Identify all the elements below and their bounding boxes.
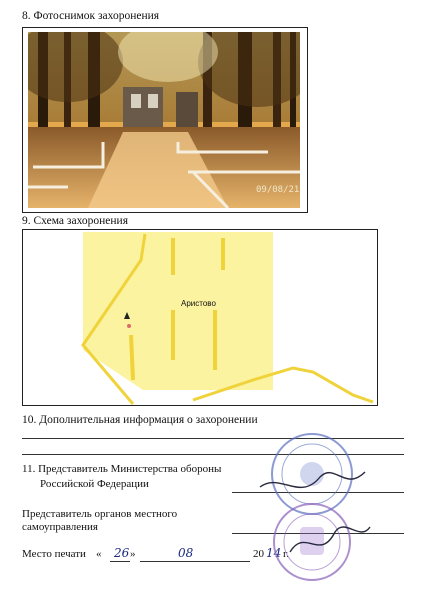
date-year-prefix: 20	[253, 548, 264, 560]
date-year-unit: г.	[283, 548, 290, 560]
date-year-suffix: 14	[266, 546, 282, 560]
stamp-place-label: Место печати	[22, 548, 86, 560]
official-seals	[250, 432, 380, 582]
burial-map	[22, 229, 378, 406]
mod-rep-label-2: Российской Федерации	[40, 478, 149, 490]
local-rep-label-2: самоуправления	[22, 521, 98, 533]
date-open-quote: «	[96, 548, 102, 560]
burial-map-drawing	[23, 230, 377, 405]
section-10-title: 10. Дополнительная информация о захоронении	[22, 414, 258, 426]
mod-rep-label-1: 11. Представитель Министерства обороны	[22, 463, 222, 475]
photo-frame	[22, 27, 308, 213]
section-9-title: 9. Схема захоронения	[22, 215, 128, 227]
section-8-title: 8. Фотоснимок захоронения	[22, 10, 160, 22]
burial-photo	[28, 32, 300, 208]
date-close-quote: »	[130, 548, 136, 560]
burial-photo-image	[28, 32, 300, 208]
date-day-line	[110, 561, 130, 562]
date-month: 08	[178, 546, 194, 560]
date-day: 26	[114, 546, 130, 560]
photo-date-stamp: 09/08/21	[256, 185, 300, 195]
local-rep-label-1: Представитель органов местного	[22, 508, 178, 520]
date-month-line	[140, 561, 250, 562]
map-label: Аристово	[181, 299, 216, 308]
